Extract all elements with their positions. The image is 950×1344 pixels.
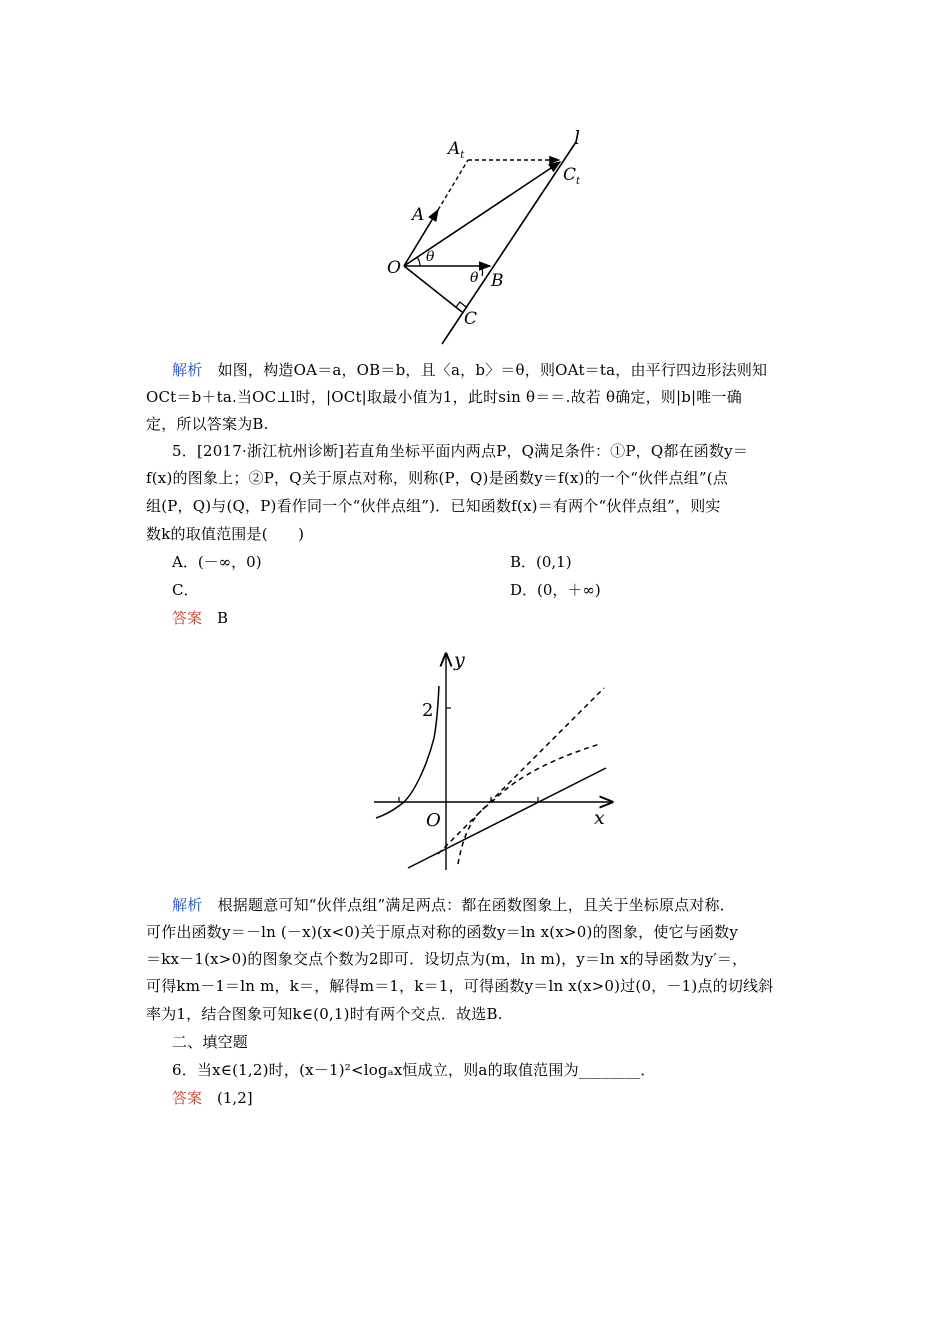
segment-OC	[404, 266, 462, 312]
option-b: B．(0,1)	[510, 553, 572, 571]
label-B: B	[491, 271, 504, 291]
option-a: A．(－∞，0)	[172, 553, 262, 571]
vector-diagram	[386, 124, 596, 348]
graph-figure	[368, 642, 630, 874]
angle-arc-B	[480, 266, 483, 276]
label-theta-O: θ	[426, 249, 435, 265]
problem5-line4: 数k的取值范围是( )	[146, 525, 305, 543]
analysis2-line5: 率为1，结合图象可知k∈(0,1)时有两个交点．故选B.	[146, 1005, 503, 1023]
label-origin: O	[426, 810, 441, 831]
label-2: 2	[422, 700, 434, 721]
answer6	[172, 1088, 253, 1108]
option-d: D．(0，＋∞)	[510, 581, 601, 599]
function-graph	[368, 642, 630, 874]
problem5-line1: 5．[2017·浙江杭州诊断]若直角坐标平面内两点P，Q满足条件：①P，Q都在函数y＝	[172, 442, 749, 460]
analysis1-line3: 定，所以答案为B.	[146, 415, 269, 433]
answer6-value: (1,2]	[217, 1089, 253, 1107]
answer6-label: 答案	[172, 1089, 203, 1107]
label-x: x	[594, 807, 605, 829]
tangent-line	[438, 688, 604, 854]
angle-arc-O	[417, 257, 420, 266]
answer5-value: B	[217, 609, 229, 627]
problem5-line2: f(x)的图象上；②P，Q关于原点对称，则称(P，Q)是函数y＝f(x)的一个“伙伴点组”(点	[146, 469, 728, 487]
label-A: A	[412, 205, 425, 225]
problem6-line1: 6．当x∈(1,2)时，(x－1)²<logₐx恒成立，则a的取值范围为________．	[172, 1061, 656, 1079]
label-l: l	[574, 127, 581, 149]
answer5-label: 答案	[172, 609, 203, 627]
analysis1-line2: OCt＝b＋ta.当OC⊥l时，|OCt|取最小值为1，此时sin θ＝＝.故若 θ确定，则|b|唯一确	[146, 388, 742, 406]
right-angle-mark	[456, 302, 466, 307]
answer5	[172, 608, 228, 628]
line-l	[442, 142, 576, 344]
option-c: C．	[172, 581, 199, 599]
analysis2-line2: 可作出函数y＝－ln (－x)(x<0)关于原点对称的函数y＝ln x(x>0)的图象，使它与函数y	[146, 923, 739, 941]
analysis1-line1	[172, 360, 842, 380]
label-y: y	[454, 649, 465, 671]
section-heading: 二、填空题	[172, 1033, 249, 1051]
analysis2-line4: 可得km－1＝ln m，k＝，解得m＝1，k＝1，可得函数y＝ln x(x>0)过(0，－1)点的切线斜	[146, 977, 774, 995]
analysis2-text1: 根据题意可知“伙伴点组”满足两点：都在函数图象上，且关于坐标原点对称．	[217, 896, 735, 914]
analysis2-line1	[172, 895, 842, 915]
analysis1-label: 解析	[172, 361, 203, 379]
label-theta-B: θ	[470, 270, 479, 286]
dashed-A-At	[438, 160, 468, 210]
label-O: O	[387, 258, 401, 278]
label-Ct: $C_t$	[563, 165, 581, 187]
analysis2-label: 解析	[172, 896, 203, 914]
label-At: $A_t$	[448, 139, 465, 161]
vector-figure	[386, 124, 596, 348]
label-C: C	[464, 309, 478, 329]
analysis1-text1: 如图，构造OA＝a，OB＝b，且〈a，b〉＝θ，则OAt＝ta，由平行四边形法则知	[217, 361, 768, 379]
analysis2-line3: ＝kx－1(x>0)的图象交点个数为2即可．设切点为(m，ln m)，y＝ln x的导函数为y′＝，	[146, 950, 748, 968]
problem5-line3: 组(P，Q)与(Q，P)看作同一个“伙伴点组”)．已知函数f(x)＝有两个“伙伴点组”，则实	[146, 497, 721, 515]
